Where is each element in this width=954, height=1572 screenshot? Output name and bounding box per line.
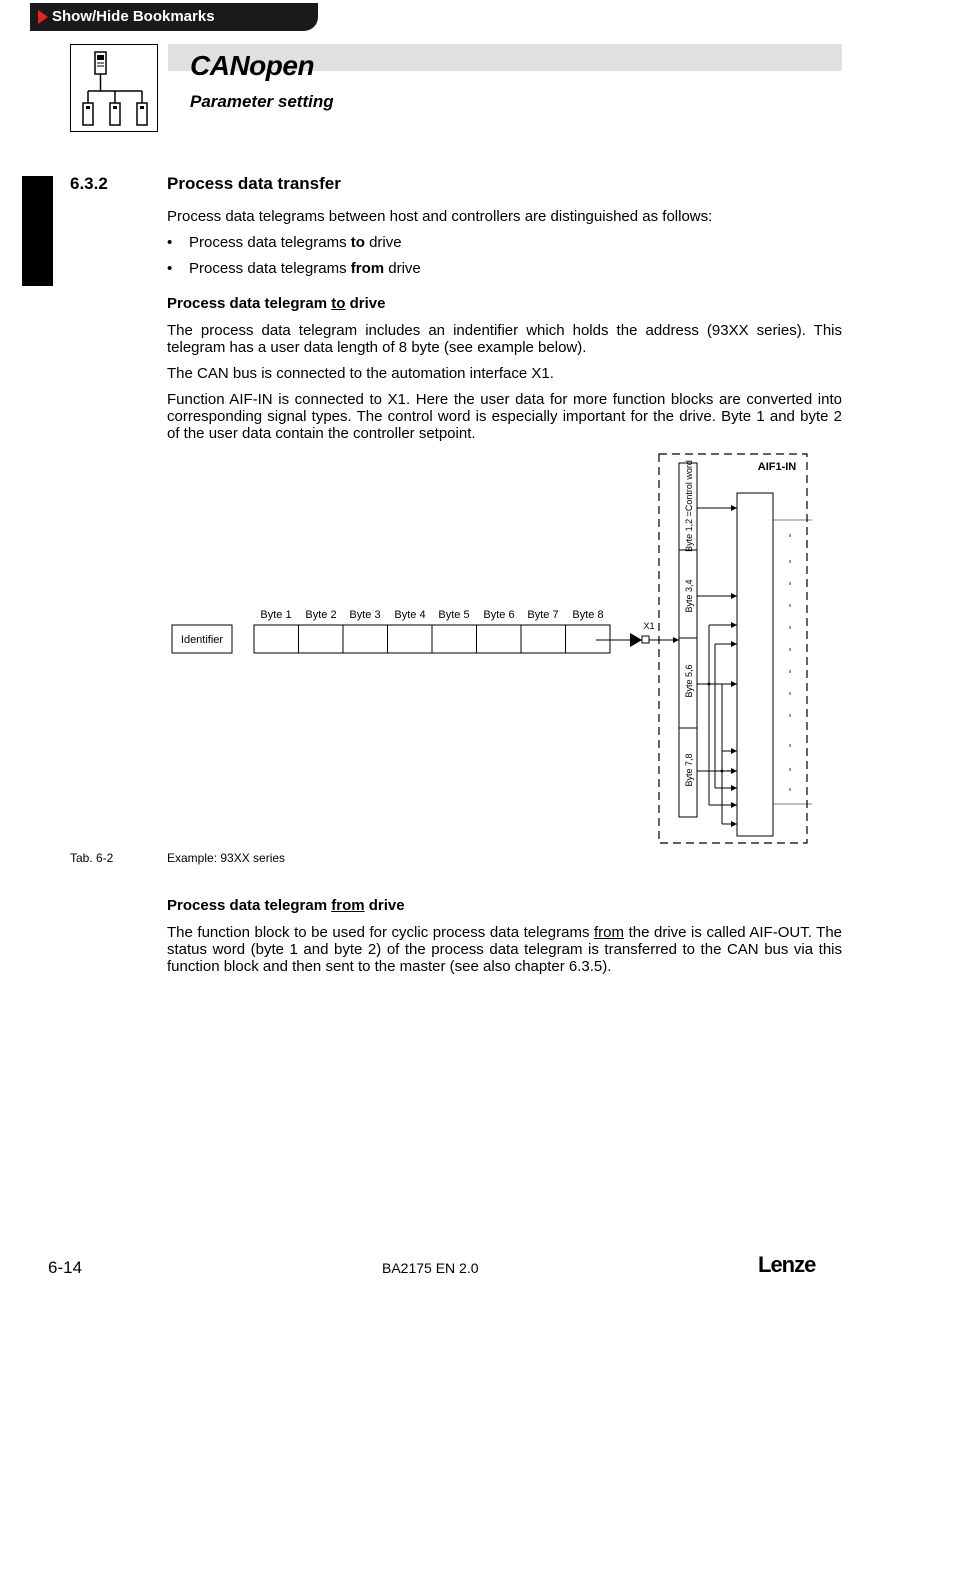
page-title: CANopen	[190, 50, 315, 81]
identifier-label: Identifier	[180, 634, 224, 646]
lenze-logo: Lenze	[758, 1252, 816, 1277]
byte-label: Byte 1	[260, 609, 292, 621]
canopen-network-icon	[70, 44, 158, 132]
group-label: Byte 3,4	[684, 579, 694, 613]
byte-label: Byte 7	[527, 609, 559, 621]
byte-label: Byte 3	[349, 609, 381, 621]
table-caption: Example: 93XX series	[167, 851, 286, 865]
group-label: Byte 7,8	[684, 753, 694, 787]
list-item: • Process data telegrams to drive	[167, 234, 402, 251]
triangle-right-icon	[38, 10, 48, 24]
page-number: 6-14	[48, 1258, 83, 1277]
process-data-diagram	[160, 448, 820, 848]
byte-label: Byte 2	[305, 609, 337, 621]
byte-label: Byte 6	[483, 609, 515, 621]
section-title: Process data transfer	[167, 174, 341, 193]
list-item: • Process data telegrams from drive	[167, 260, 421, 277]
subheading-from-drive: Process data telegram from drive	[167, 897, 405, 914]
group-label: Byte 1,2 =Control word	[684, 460, 694, 552]
paragraph: The function block to be used for cyclic process data telegrams from the drive is called AIF-OUT. The status word (byte 1 and byte 2) of the process data telegram is transferred to the CAN bus via this function block and then sent to the master (see also chapter 6.3.5).	[167, 924, 842, 975]
chapter-tab	[22, 176, 53, 286]
subheading-to-drive: Process data telegram to drive	[167, 295, 386, 312]
group-label: Byte 5,6	[684, 664, 694, 698]
table-number: Tab. 6-2	[70, 851, 114, 865]
intro-paragraph: Process data telegrams between host and controllers are distinguished as follows:	[167, 208, 713, 225]
byte-label: Byte 8	[572, 609, 604, 621]
x1-label: X1	[643, 621, 655, 631]
aif1-in-label: AIF1-IN	[757, 461, 797, 473]
page-subtitle: Parameter setting	[190, 92, 334, 111]
byte-label: Byte 4	[394, 609, 426, 621]
document-id: BA2175 EN 2.0	[382, 1260, 479, 1276]
paragraph: The CAN bus is connected to the automation interface X1.	[167, 365, 554, 382]
byte-label: Byte 5	[438, 609, 470, 621]
show-hide-bookmarks-button[interactable]	[30, 3, 318, 31]
paragraph: Function AIF-IN is connected to X1. Here the user data for more function blocks are converted into corresponding signal types. The control word is especially important for the drive. Byte 1 and byte 2 of the user data contain the controller setpoint.	[167, 391, 842, 442]
section-number: 6.3.2	[70, 174, 108, 193]
bookmarks-label: Show/Hide Bookmarks	[52, 8, 215, 25]
paragraph: The process data telegram includes an indentifier which holds the address (93XX series). This telegram has a user data length of 8 byte (see example below).	[167, 322, 842, 356]
